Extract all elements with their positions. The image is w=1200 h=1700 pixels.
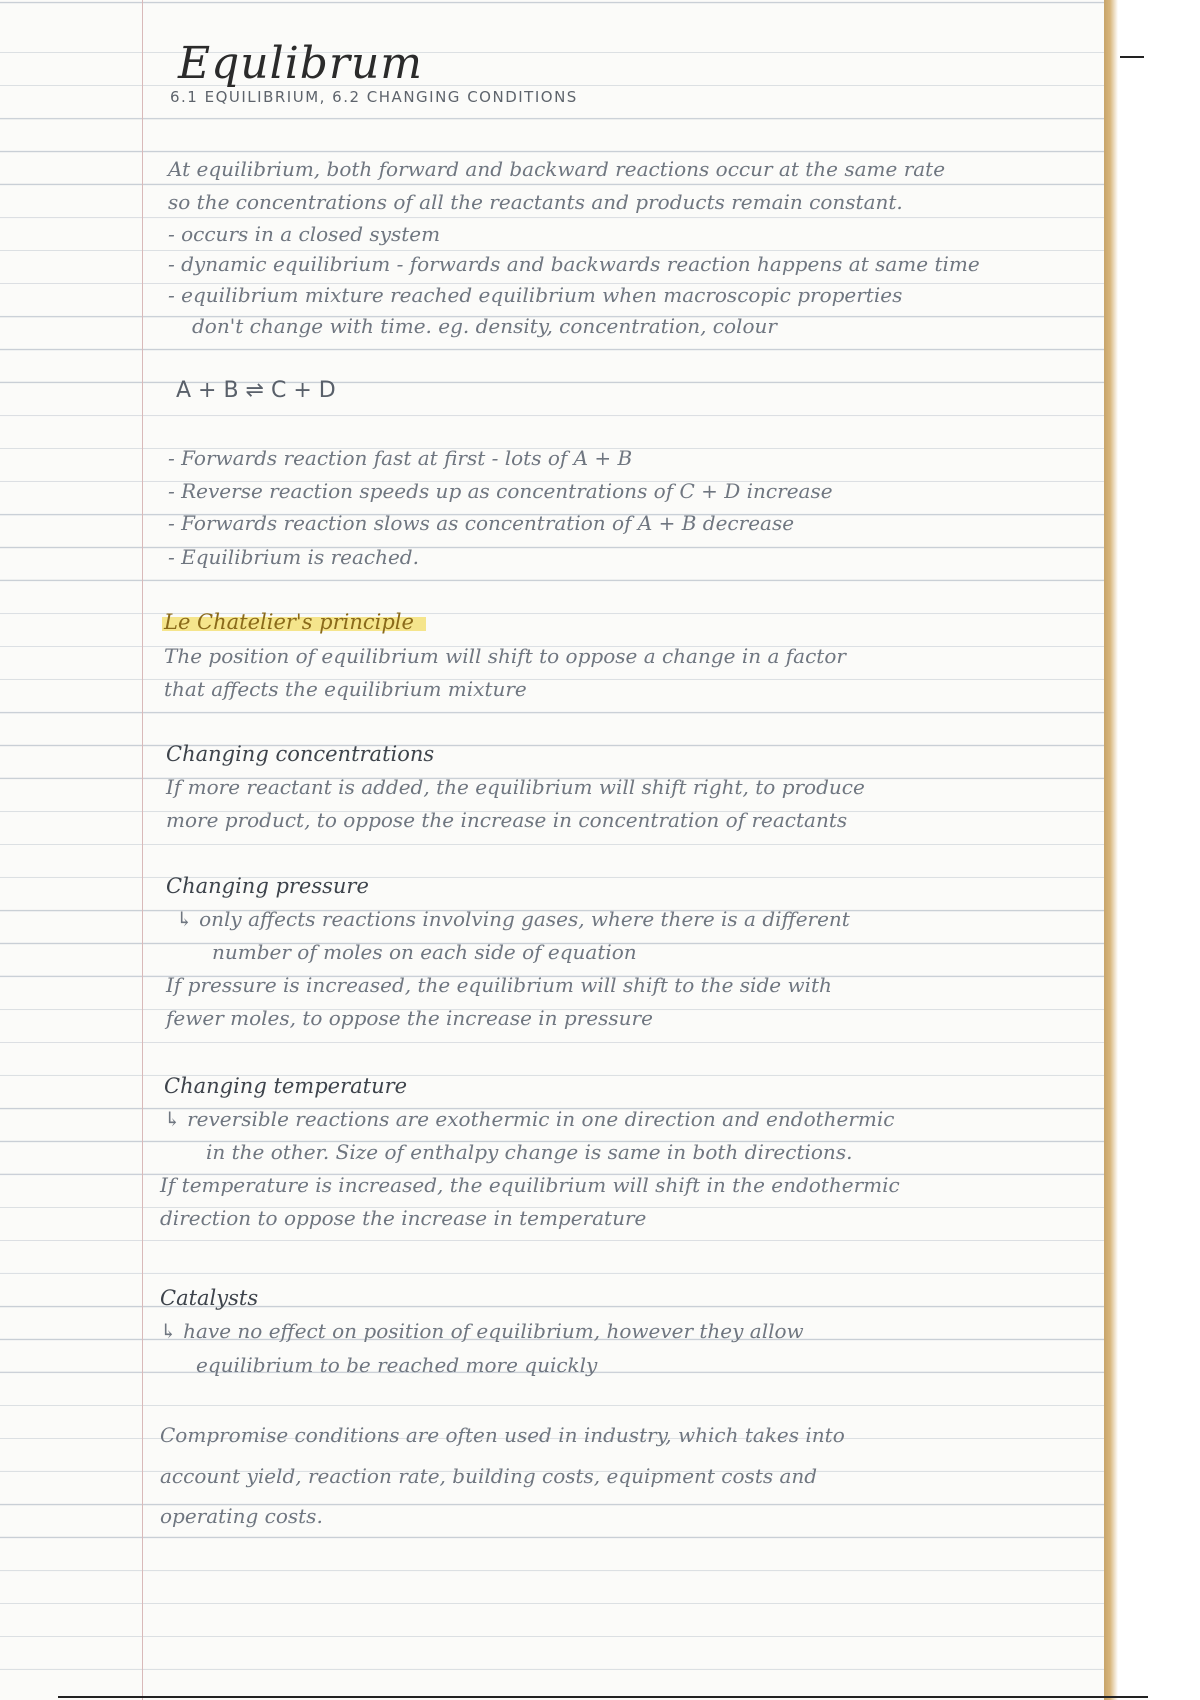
catalysts-heading: Catalysts	[160, 1286, 259, 1310]
page-edge	[1104, 0, 1200, 1700]
pressure-line: If pressure is increased, the equilibrium will shift to the side with	[166, 973, 832, 997]
le-chatelier-line: The position of equilibrium will shift to oppose a change in a factor	[164, 644, 846, 668]
reaction-point: - Forwards reaction slows as concentration of A + B decrease	[168, 511, 795, 535]
pressure-line: fewer moles, to oppose the increase in pressure	[166, 1006, 653, 1030]
le-chatelier-line: that affects the equilibrium mixture	[164, 677, 527, 701]
intro-bullet: - occurs in a closed system	[168, 222, 441, 246]
equilibrium-equation: A + B ⇌ C + D	[176, 378, 336, 403]
catalysts-line: equilibrium to be reached more quickly	[196, 1353, 598, 1377]
compromise-line: account yield, reaction rate, building costs, equipment costs and	[160, 1464, 818, 1488]
compromise-line: Compromise conditions are often used in industry, which takes into	[160, 1423, 845, 1447]
intro-line: At equilibrium, both forward and backward reactions occur at the same rate	[168, 157, 946, 181]
margin-line	[142, 0, 143, 1700]
le-chatelier-heading	[162, 610, 426, 634]
page-title: Equlibrum	[178, 38, 424, 89]
intro-bullet: - equilibrium mixture reached equilibrium when macroscopic properties	[168, 283, 903, 307]
concentration-line: more product, to oppose the increase in concentration of reactants	[166, 808, 848, 832]
temperature-heading: Changing temperature	[164, 1074, 408, 1098]
intro-bullet: - dynamic equilibrium - forwards and backwards reaction happens at same time	[168, 252, 980, 276]
reaction-point: - Forwards reaction fast at first - lots of A + B	[168, 446, 633, 470]
catalysts-line: ↳ have no effect on position of equilibrium, however they allow	[160, 1319, 804, 1343]
edge-mark	[1120, 56, 1144, 58]
intro-bullet-cont: don't change with time. eg. density, concentration, colour	[192, 314, 777, 338]
pressure-heading: Changing pressure	[166, 874, 369, 898]
temperature-line: in the other. Size of enthalpy change is same in both directions.	[206, 1140, 853, 1164]
page-subtitle: 6.1 EQUILIBRIUM, 6.2 CHANGING CONDITIONS	[170, 88, 578, 106]
temperature-line: If temperature is increased, the equilibrium will shift in the endothermic	[160, 1173, 900, 1197]
reaction-point: - Equilibrium is reached.	[168, 545, 419, 569]
concentration-heading: Changing concentrations	[166, 742, 435, 766]
compromise-line: operating costs.	[160, 1504, 323, 1528]
reaction-point: - Reverse reaction speeds up as concentrations of C + D increase	[168, 479, 833, 503]
bottom-rule	[58, 1696, 1148, 1698]
concentration-line: If more reactant is added, the equilibrium will shift right, to produce	[166, 775, 865, 799]
intro-line: so the concentrations of all the reactants and products remain constant.	[168, 190, 903, 214]
highlighted-heading: Le Chatelier's principle	[162, 610, 426, 634]
temperature-line: direction to oppose the increase in temperature	[160, 1206, 647, 1230]
temperature-line: ↳ reversible reactions are exothermic in one direction and endothermic	[164, 1107, 895, 1131]
pressure-line: ↳ only affects reactions involving gases, where there is a different	[176, 907, 850, 931]
pressure-line: number of moles on each side of equation	[212, 940, 637, 964]
